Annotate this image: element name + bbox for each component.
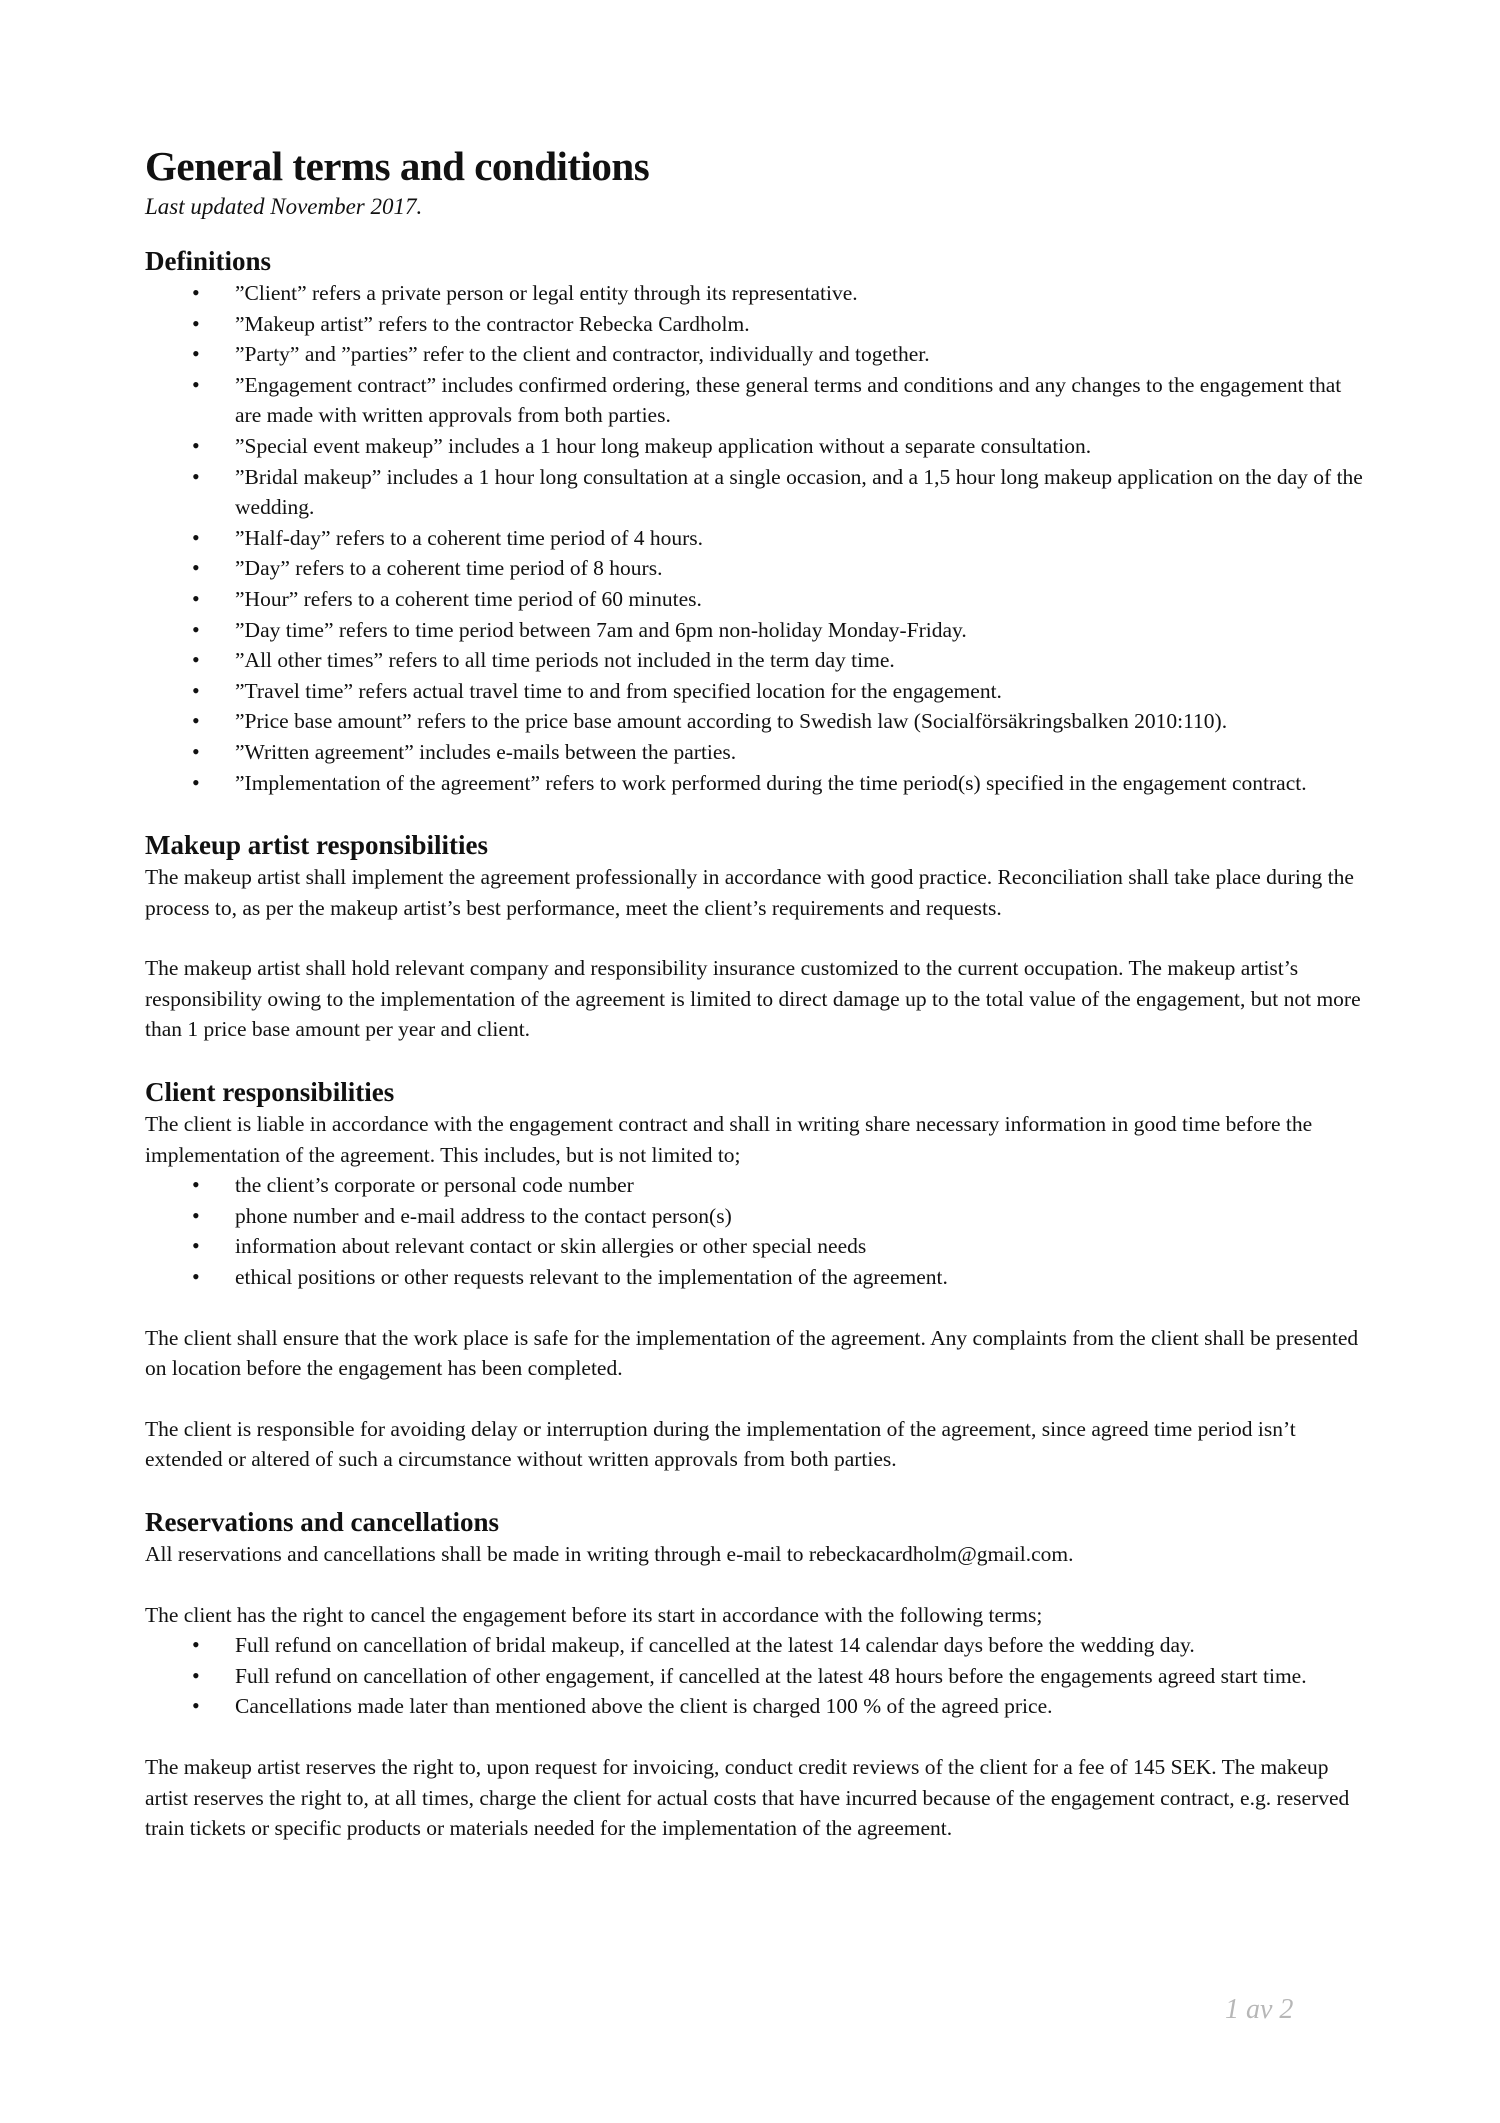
list-item: • ”Day” refers to a coherent time period of 8 hours.	[145, 553, 1370, 584]
list-item: • ethical positions or other requests relevant to the implementation of the agreement.	[145, 1262, 1370, 1293]
definitions-heading: Definitions	[145, 246, 272, 276]
reservations-section	[145, 1505, 1370, 1844]
list-item: • ”Bridal makeup” includes a 1 hour long consultation at a single occasion, and a 1,5 hour long makeup application on the day of the wedding.	[145, 462, 1370, 523]
paragraph: The client shall ensure that the work place is safe for the implementation of the agreement. Any complaints from the client shall be presented on location before the engagement has been completed.	[145, 1325, 1359, 1381]
list-item: • ”Party” and ”parties” refer to the client and contractor, individually and together.	[145, 339, 1370, 370]
client-list	[145, 1170, 1370, 1292]
page-title: General terms and conditions	[145, 143, 650, 189]
list-item: • ”Day time” refers to time period between 7am and 6pm non-holiday Monday-Friday.	[145, 615, 1370, 646]
list-item: • ”Makeup artist” refers to the contractor Rebecka Cardholm.	[145, 309, 1370, 340]
paragraph: The makeup artist reserves the right to, upon request for invoicing, conduct credit reviews of the client for a fee of 145 SEK. The makeup artist reserves the right to, at all times, charge the client for actual costs that have incurred because of the engagement contract, e.g. reserved train tickets or specific products or materials needed for the implementation of the agreement.	[145, 1754, 1350, 1841]
list-item: • ”All other times” refers to all time periods not included in the term day time.	[145, 645, 1370, 676]
list-item: • ”Travel time” refers actual travel time to and from specified location for the engagement.	[145, 676, 1370, 707]
paragraph: The client is responsible for avoiding delay or interruption during the implementation of the agreement, since agreed time period isn’t extended or altered of such a circumstance without written approvals from both parties.	[145, 1416, 1296, 1472]
last-updated: Last updated November 2017.	[145, 194, 423, 219]
list-item: • ”Half-day” refers to a coherent time period of 4 hours.	[145, 523, 1370, 554]
paragraph: The makeup artist shall implement the agreement professionally in accordance with good practice. Reconciliation shall take place during the process to, as per the makeup artist’s best performance, meet the client’s requirements and requests.	[145, 865, 1354, 920]
paragraph: The client is liable in accordance with the engagement contract and shall in writing share necessary information in good time before the implementation of the agreement. This includes, but is not limited to;	[145, 1112, 1313, 1167]
paragraph: All reservations and cancellations shall be made in writing through e-mail to rebeckacardholm@gmail.com.	[145, 1542, 1074, 1566]
list-item: • ”Implementation of the agreement” refers to work performed during the time period(s) specified in the engagement contract.	[145, 768, 1370, 799]
makeup-artist-heading: Makeup artist responsibilities	[145, 830, 489, 861]
list-item: • information about relevant contact or skin allergies or other special needs	[145, 1231, 1370, 1262]
list-item: • ”Engagement contract” includes confirmed ordering, these general terms and conditions and any changes to the engagement that are made with written approvals from both parties.	[145, 370, 1370, 431]
list-item: • ”Written agreement” includes e-mails between the parties.	[145, 737, 1370, 768]
list-item: • ”Price base amount” refers to the price base amount according to Swedish law (Socialförsäkringsbalken 2010:110).	[145, 706, 1370, 737]
list-item: • phone number and e-mail address to the contact person(s)	[145, 1201, 1370, 1232]
list-item: • Full refund on cancellation of bridal makeup, if cancelled at the latest 14 calendar days before the wedding day.	[145, 1630, 1370, 1661]
definitions-section	[145, 244, 1370, 798]
list-item: • ”Special event makeup” includes a 1 hour long makeup application without a separate consultation.	[145, 431, 1370, 462]
list-item: • ”Hour” refers to a coherent time period of 60 minutes.	[145, 584, 1370, 615]
definitions-list	[145, 278, 1370, 798]
client-section	[145, 1075, 1370, 1475]
list-item: • ”Client” refers a private person or legal entity through its representative.	[145, 278, 1370, 309]
client-heading: Client responsibilities	[145, 1077, 395, 1108]
cancellation-list	[145, 1630, 1370, 1722]
reservations-heading: Reservations and cancellations	[145, 1507, 499, 1537]
paragraph: The makeup artist shall hold relevant company and responsibility insurance customized to the current occupation. The makeup artist’s responsibility owing to the implementation of the agreement is limited to direct damage up to the total value of the engagement, but not more than 1 price base amount per year and client.	[145, 956, 1361, 1042]
document-content	[145, 142, 1370, 1844]
list-item: • the client’s corporate or personal code number	[145, 1170, 1370, 1201]
makeup-artist-section	[145, 828, 1370, 1045]
list-item: • Cancellations made later than mentioned above the client is charged 100 % of the agreed price.	[145, 1691, 1370, 1722]
list-item: • Full refund on cancellation of other engagement, if cancelled at the latest 48 hours before the engagements agreed start time.	[145, 1661, 1370, 1692]
paragraph: The client has the right to cancel the engagement before its start in accordance with the following terms;	[145, 1602, 1043, 1627]
page-number: 1 av 2	[1225, 1994, 1294, 2025]
